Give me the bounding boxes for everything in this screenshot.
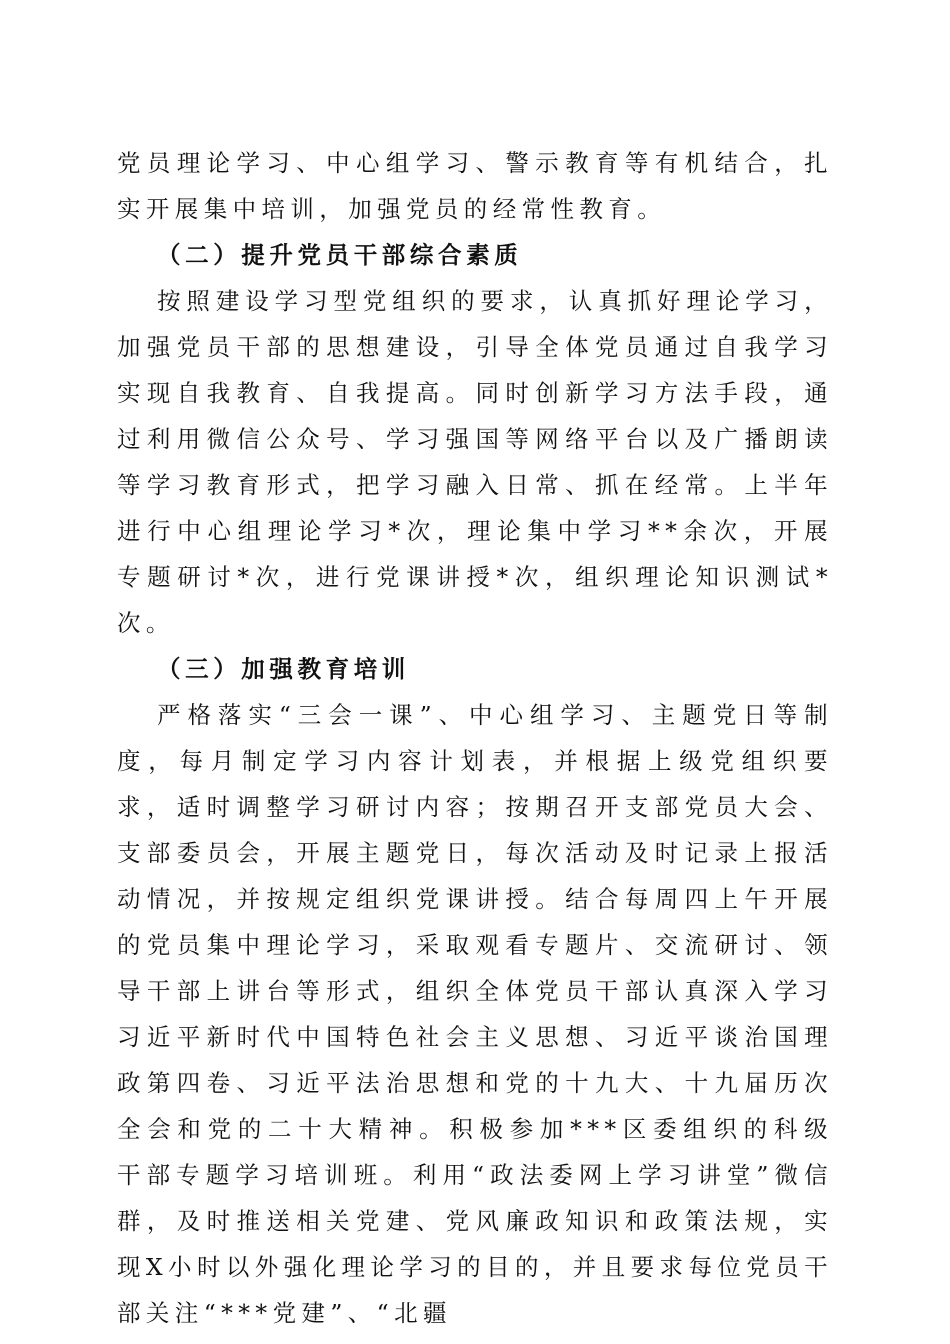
document-body [117,140,833,1336]
paragraph-section-3: 严格落实“三会一课”、中心组学习、主题党日等制度，每月制定学习内容计划表，并根据上级党组织要求，适时调整学习研讨内容；按期召开支部党员大会、支部委员会，开展主题党日，每次活动及时记录上报活动情况，并按规定组织党课讲授。结合每周四上午开展的党员集中理论学习，采取观看专题片、交流研讨、领导干部上讲台等形式，组织全体党员干部认真深入学习习近平新时代中国特色社会主义思想、习近平谈治国理政第四卷、习近平法治思想和党的十九大、十九届历次全会和党的二十大精神。积极参加***区委组织的科级干部专题学习培训班。利用“政法委网上学习讲堂”微信群，及时推送相关党建、党风廉政知识和政策法规，实现X小时以外强化理论学习的目的，并且要求每位党员干部关注“***党建”、“北疆 [117,701,833,1327]
paragraph-section-2: 按照建设学习型党组织的要求，认真抓好理论学习，加强党员干部的思想建设，引导全体党员通过自我学习实现自我教育、自我提高。同时创新学习方法手段，通过利用微信公众号、学习强国等网络平台以及广播朗读等学习教育形式，把学习融入日常、抓在经常。上半年进行中心组理论学习*次，理论集中学习**余次，开展专题研讨*次，进行党课讲授*次，组织理论知识测试*次。 [117,287,833,637]
section-heading-3: （三）加强教育培训 [157,655,410,683]
paragraph-continuation: 党员理论学习、中心组学习、警示教育等有机结合，扎实开展集中培训，加强党员的经常性教育。 [117,149,833,223]
section-heading-2: （二）提升党员干部综合素质 [157,241,523,269]
